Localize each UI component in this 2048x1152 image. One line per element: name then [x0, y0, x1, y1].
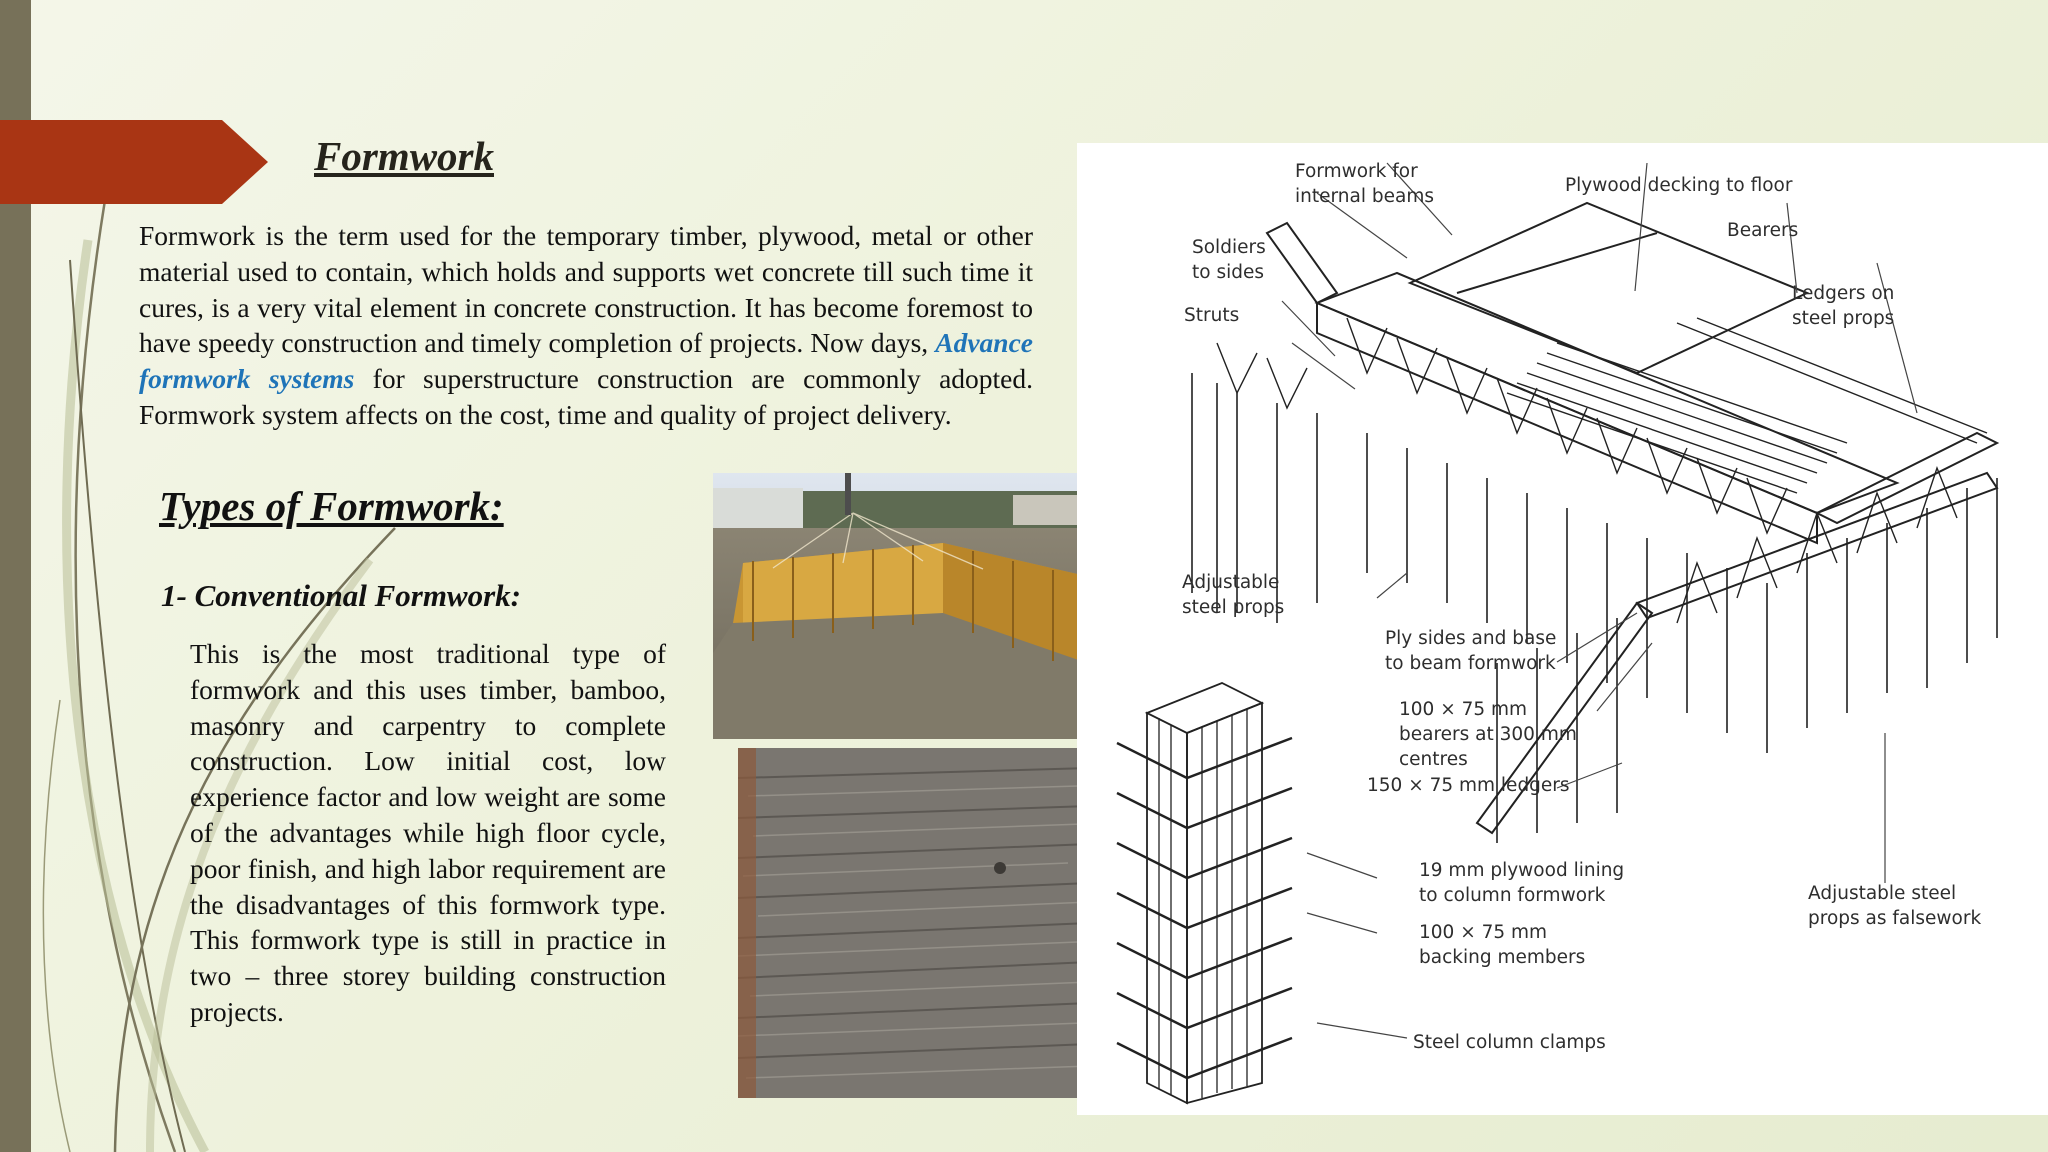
label-bearers: Bearers	[1727, 220, 1799, 241]
label-ledgers-150: 150 × 75 mm ledgers	[1367, 775, 1570, 796]
types-heading: Types of Formwork:	[159, 483, 504, 529]
intro-text-end: for superstructure construction are commonly adopted. Formwork system affects on the cost, time and quality of project delivery.	[139, 363, 1034, 430]
label-bearers-300: 100 × 75 mm bearers at 300 mm centres	[1399, 699, 1577, 770]
label-ledgers-props: Ledgers on steel props	[1792, 283, 1895, 329]
label-ply-sides: Ply sides and base to beam formwork	[1385, 628, 1557, 674]
label-soldiers: Soldiers to sides	[1192, 237, 1266, 283]
label-plywood-lining: 19 mm plywood lining to column formwork	[1419, 860, 1625, 906]
intro-text-start: Formwork is the term used for the temporary timber, plywood, metal or other material used to contain, which holds and supports wet concrete till such time it cures, is a very vital element in concrete construction. It has become foremost to have speedy construction and timely completion of projects. Now days,	[139, 220, 1033, 359]
label-plywood-decking: Plywood decking to floor	[1565, 175, 1793, 196]
label-struts: Struts	[1184, 305, 1240, 326]
title-arrow-shape	[0, 120, 268, 204]
label-column-clamps: Steel column clamps	[1413, 1032, 1606, 1053]
intro-paragraph	[139, 218, 1033, 433]
label-internal-beams: Formwork for internal beams	[1295, 161, 1434, 207]
conventional-heading: 1- Conventional Formwork:	[161, 578, 521, 613]
formwork-diagram	[1077, 143, 2048, 1115]
label-backing-members: 100 × 75 mm backing members	[1419, 922, 1586, 968]
label-falsework: Adjustable steel props as falsework	[1808, 883, 1982, 929]
label-adjustable-props: Adjustable steel props	[1182, 572, 1285, 618]
board-formed-wall-photo	[738, 748, 1090, 1098]
conventional-paragraph: This is the most traditional type of formwork and this uses timber, bamboo, masonry and carpentry to complete construction. Low initial cost, low experience factor and low weight are some of the advantages while high floor cycle, poor finish, and high labor requirement are the disadvantages of this formwork type. This formwork type is still in practice in two – three storey building construction projects.	[190, 638, 666, 1027]
slide-title: Formwork	[314, 133, 494, 179]
construction-site-photo	[713, 473, 1116, 739]
intro-highlight-link: Advance formwork systems	[139, 327, 1033, 395]
